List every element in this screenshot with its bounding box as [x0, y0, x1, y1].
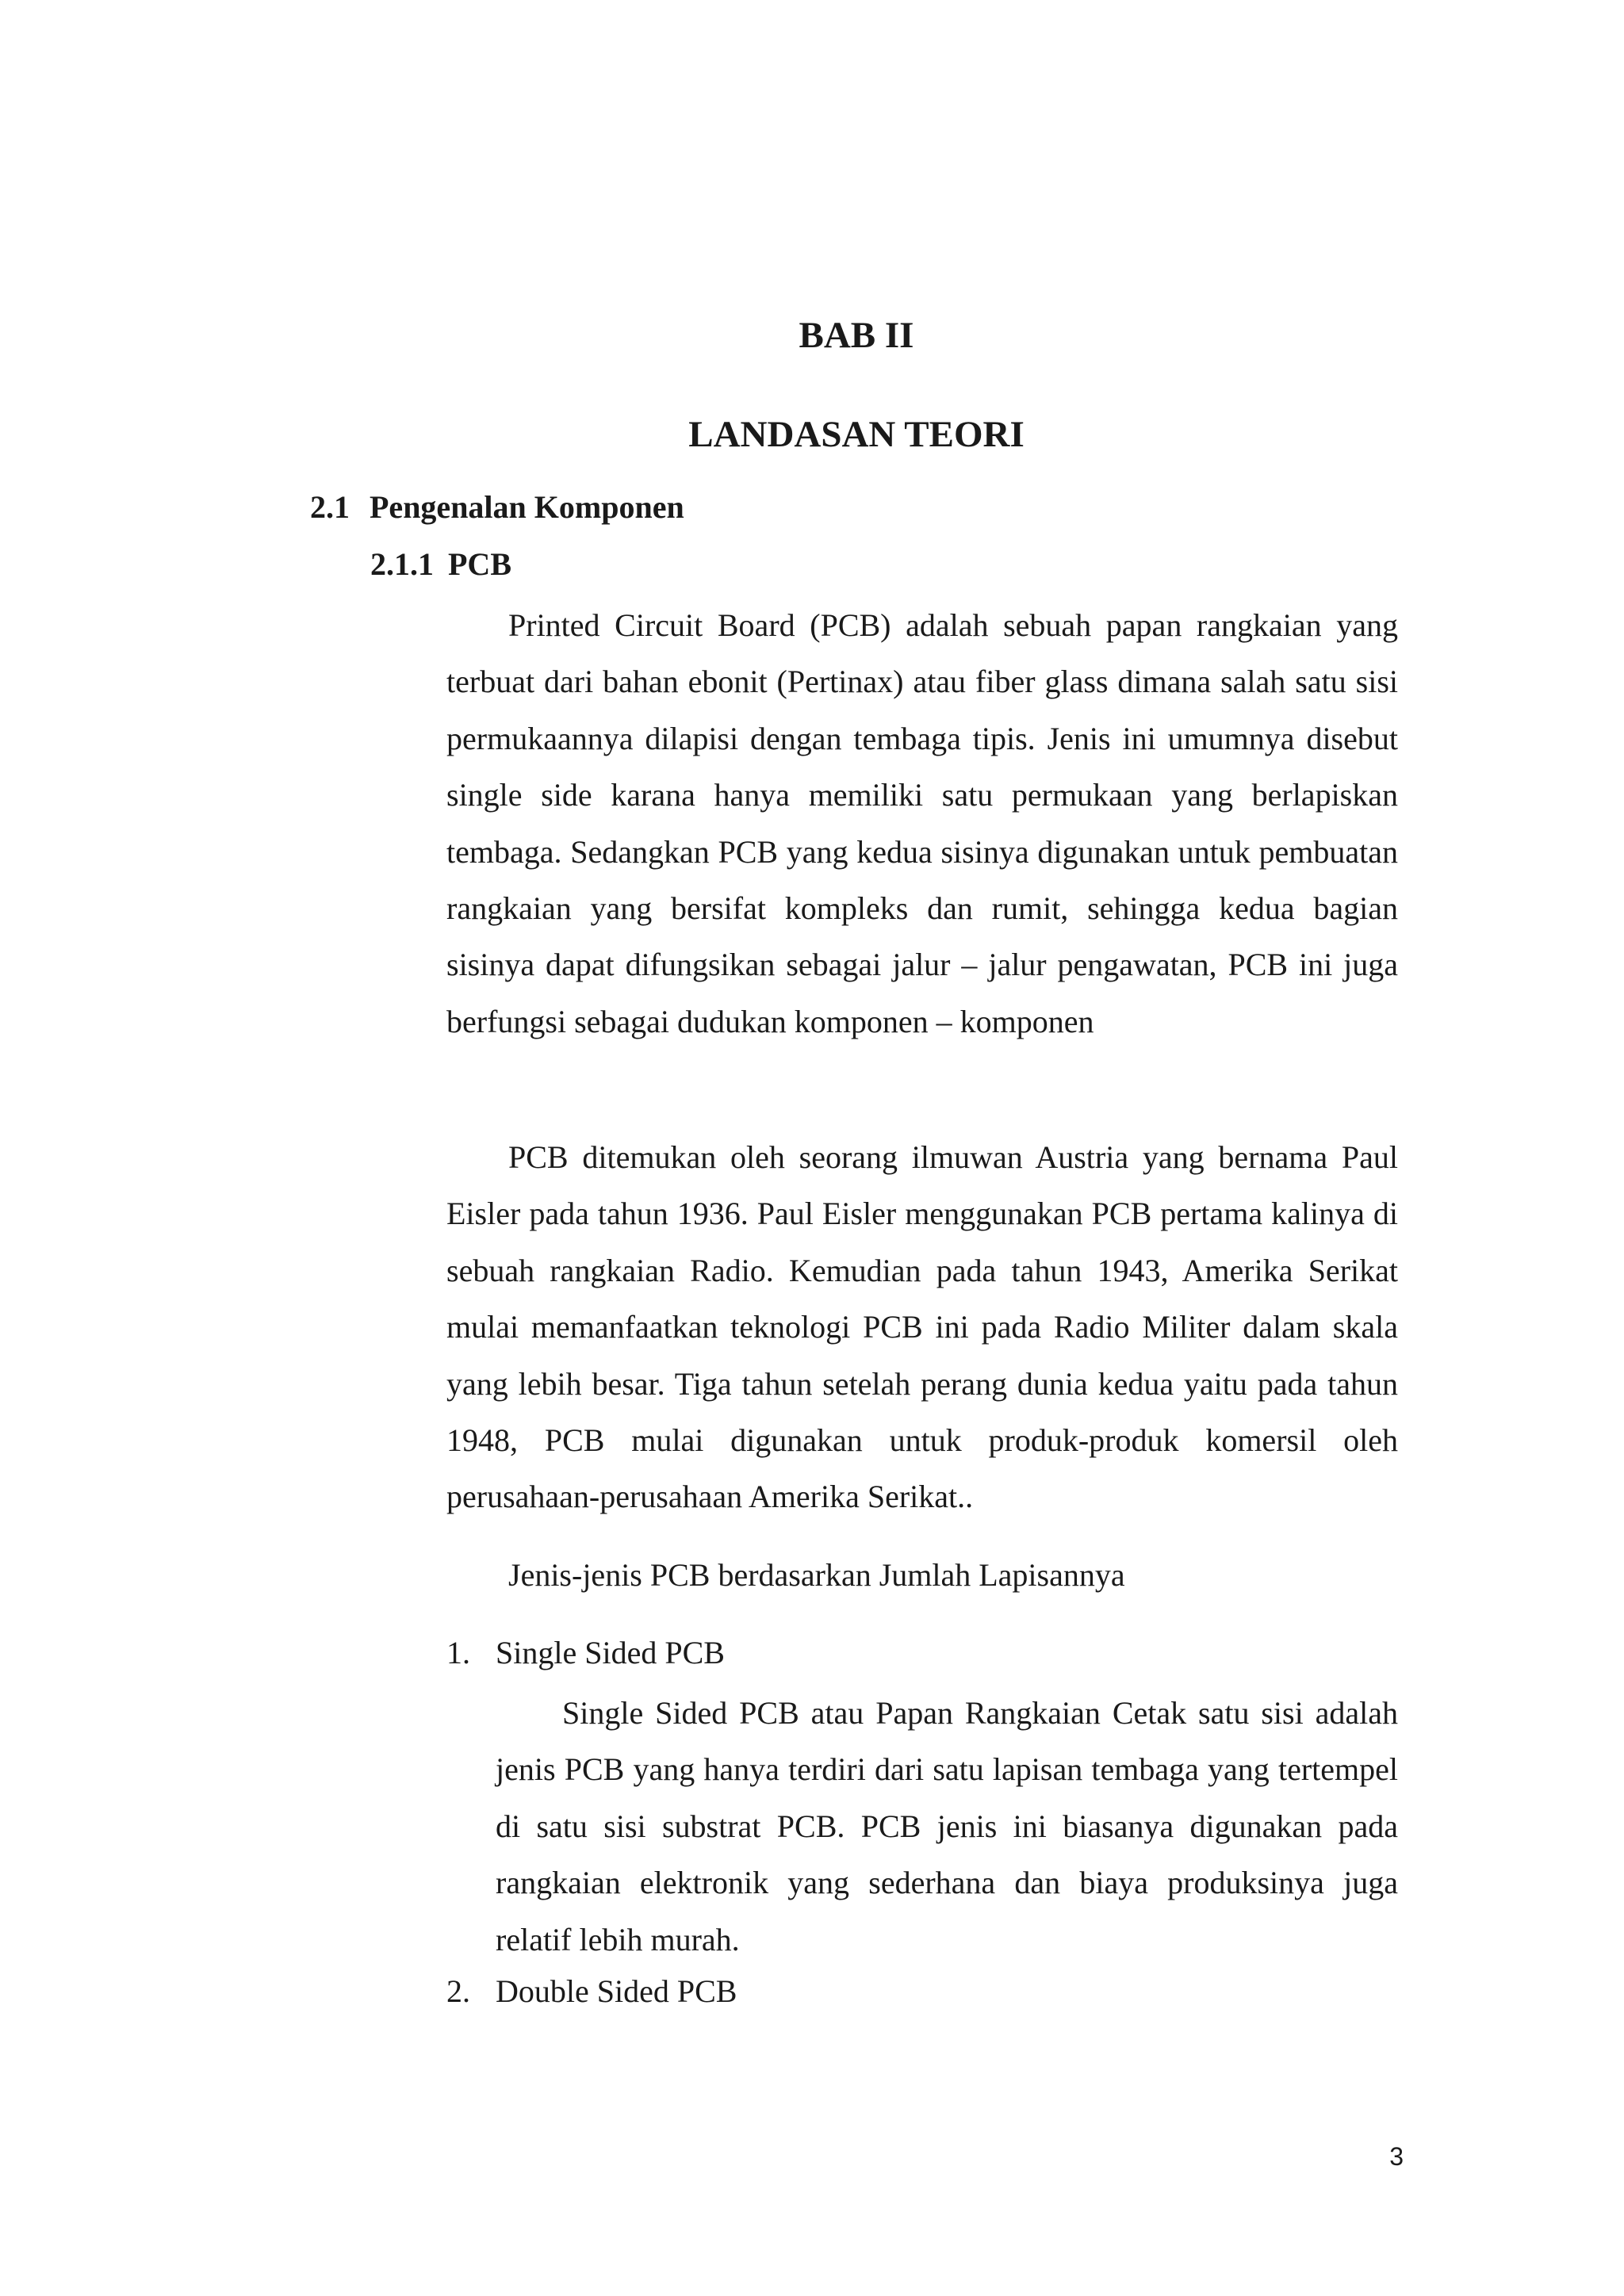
page-number: 3: [1389, 2142, 1404, 2171]
section-heading: [310, 488, 684, 527]
list-item-title: Double Sided PCB: [496, 1973, 737, 2009]
list-item-heading: [446, 1633, 725, 1673]
body-paragraph: PCB ditemukan oleh seorang ilmuwan Austria yang bernama Paul Eisler pada tahun 1936. Paul Eisler menggunakan PCB pertama kalinya di sebuah rangkaian Radio. Kemudian pada tahun 1943, Amerika Serikat mulai memanfaatkan teknologi PCB ini pada Radio Militer dalam skala yang lebih besar. Tiga tahun setelah perang dunia kedua yaitu pada tahun 1948, PCB mulai digunakan untuk produk-produk komersil oleh perusahaan-perusahaan Amerika Serikat..: [446, 1139, 1398, 1515]
list-intro: Jenis-jenis PCB berdasarkan Jumlah Lapisannya: [508, 1557, 1125, 1593]
subsection-number: 2.1.1: [370, 546, 434, 582]
subsection-heading: [370, 545, 511, 584]
body-paragraph: Printed Circuit Board (PCB) adalah sebuah papan rangkaian yang terbuat dari bahan ebonit (Pertinax) atau fiber glass dimana salah satu sisi permukaannya dilapisi dengan tembaga tipis. Jenis ini umumnya disebut single side karana hanya memiliki satu permukaan yang berlapiskan tembaga. Sedangkan PCB yang kedua sisinya digunakan untuk pembuatan rangkaian yang bersifat kompleks dan rumit, sehingga kedua bagian sisinya dapat difungsikan sebagai jalur – jalur pengawatan, PCB ini juga berfungsi sebagai dudukan komponen – komponen: [446, 607, 1398, 1039]
list-item-number: 1.: [446, 1635, 470, 1670]
list-item-description: Single Sided PCB atau Papan Rangkaian Cetak satu sisi adalah jenis PCB yang hanya terdiri dari satu lapisan tembaga yang tertempel di satu sisi substrat PCB. PCB jenis ini biasanya digunakan pada rangkaian elektronik yang sederhana dan biaya produksinya juga relatif lebih murah.: [496, 1695, 1398, 1957]
section-number: 2.1: [310, 489, 350, 525]
chapter-label: BAB II: [799, 315, 914, 356]
chapter-title: LANDASAN TEORI: [688, 414, 1025, 455]
list-item-title: Single Sided PCB: [496, 1635, 725, 1670]
subsection-title: PCB: [448, 546, 511, 582]
list-item-heading: [446, 1972, 737, 2011]
list-item-number: 2.: [446, 1973, 470, 2009]
section-title: Pengenalan Komponen: [370, 489, 684, 525]
